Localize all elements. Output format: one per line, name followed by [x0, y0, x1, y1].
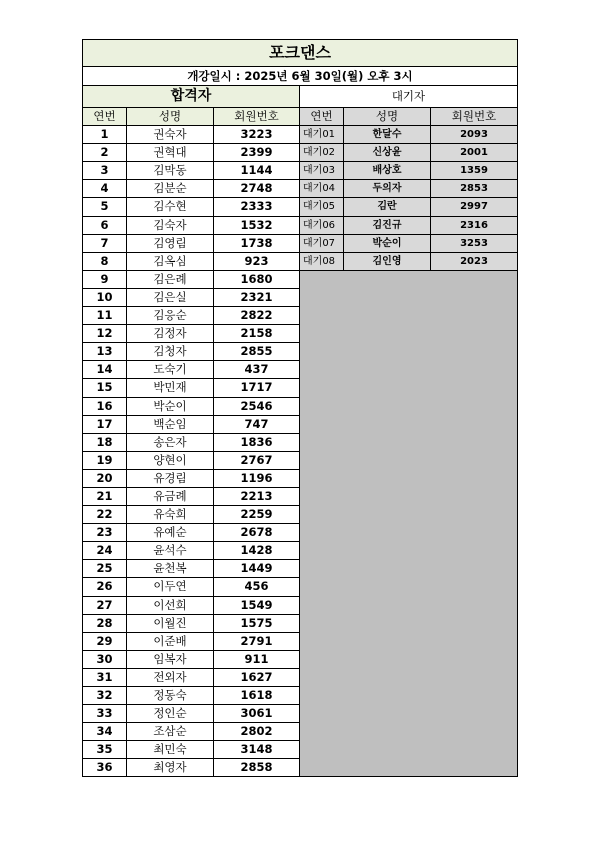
passed-name: 박순이	[127, 398, 214, 415]
waitlist-member-id: 2001	[431, 144, 517, 161]
passed-number: 28	[83, 615, 127, 632]
passed-number: 26	[83, 578, 127, 595]
passed-name: 이선희	[127, 597, 214, 614]
passed-number: 15	[83, 379, 127, 396]
passed-number: 20	[83, 470, 127, 487]
passed-row	[83, 578, 300, 596]
passed-number: 10	[83, 289, 127, 306]
passed-name: 양현이	[127, 452, 214, 469]
passed-member-id: 3223	[214, 126, 300, 143]
passed-number: 1	[83, 126, 127, 143]
passed-member-id: 1836	[214, 434, 300, 451]
passed-row	[83, 379, 300, 397]
passed-name: 윤석수	[127, 542, 214, 559]
passed-number: 16	[83, 398, 127, 415]
passed-name: 최영자	[127, 759, 214, 776]
passed-row	[83, 524, 300, 542]
passed-row	[83, 343, 300, 361]
passed-name: 임복자	[127, 651, 214, 668]
waitlist-number: 대기05	[300, 198, 344, 215]
passed-row	[83, 687, 300, 705]
passed-row	[83, 741, 300, 759]
passed-member-id: 1717	[214, 379, 300, 396]
waitlist-member-id: 2997	[431, 198, 517, 215]
passed-row	[83, 633, 300, 651]
passed-name: 김분순	[127, 180, 214, 197]
passed-number: 4	[83, 180, 127, 197]
passed-row	[83, 180, 300, 198]
passed-member-id: 437	[214, 361, 300, 378]
passed-row	[83, 506, 300, 524]
passed-member-id: 2748	[214, 180, 300, 197]
passed-member-id: 1532	[214, 217, 300, 234]
waitlist-name: 김진규	[344, 217, 431, 234]
passed-member-id: 747	[214, 416, 300, 433]
waitlist-heading: 대기자	[300, 86, 518, 108]
passed-row	[83, 669, 300, 687]
waitlist-row	[300, 217, 517, 235]
passed-member-id: 2399	[214, 144, 300, 161]
waitlist-col-member-id: 회원번호	[431, 108, 517, 125]
waitlist-member-id: 2093	[431, 126, 517, 143]
passed-number: 9	[83, 271, 127, 288]
passed-table	[82, 108, 300, 777]
passed-number: 11	[83, 307, 127, 324]
passed-name: 권혁대	[127, 144, 214, 161]
passed-member-id: 2678	[214, 524, 300, 541]
passed-name: 박민재	[127, 379, 214, 396]
waitlist-row	[300, 198, 517, 216]
passed-number: 19	[83, 452, 127, 469]
passed-number: 12	[83, 325, 127, 342]
waitlist-name: 신상윤	[344, 144, 431, 161]
passed-name: 정동숙	[127, 687, 214, 704]
passed-name: 유숙희	[127, 506, 214, 523]
passed-row	[83, 542, 300, 560]
waitlist-number: 대기03	[300, 162, 344, 179]
waitlist-name: 김인영	[344, 253, 431, 270]
passed-name: 이월진	[127, 615, 214, 632]
passed-number: 24	[83, 542, 127, 559]
passed-name: 윤천복	[127, 560, 214, 577]
passed-name: 권숙자	[127, 126, 214, 143]
passed-member-id: 1449	[214, 560, 300, 577]
passed-name: 김정자	[127, 325, 214, 342]
passed-member-id: 2333	[214, 198, 300, 215]
passed-name: 김옥심	[127, 253, 214, 270]
waitlist-row	[300, 253, 517, 271]
waitlist-number: 대기08	[300, 253, 344, 270]
passed-member-id: 923	[214, 253, 300, 270]
passed-header-row	[83, 108, 300, 126]
waitlist-number: 대기04	[300, 180, 344, 197]
waitlist-number: 대기02	[300, 144, 344, 161]
passed-number: 6	[83, 217, 127, 234]
waitlist-number: 대기01	[300, 126, 344, 143]
passed-member-id: 2158	[214, 325, 300, 342]
passed-member-id: 3148	[214, 741, 300, 758]
passed-row	[83, 307, 300, 325]
passed-member-id: 1144	[214, 162, 300, 179]
passed-member-id: 1196	[214, 470, 300, 487]
waitlist-row	[300, 126, 517, 144]
passed-col-name: 성명	[127, 108, 214, 125]
passed-row	[83, 597, 300, 615]
passed-name: 김은례	[127, 271, 214, 288]
passed-member-id: 2858	[214, 759, 300, 776]
passed-name: 전외자	[127, 669, 214, 686]
passed-number: 7	[83, 235, 127, 252]
waitlist-empty-area	[300, 271, 517, 778]
passed-member-id: 2546	[214, 398, 300, 415]
passed-name: 김응순	[127, 307, 214, 324]
passed-row	[83, 144, 300, 162]
passed-member-id: 911	[214, 651, 300, 668]
waitlist-row	[300, 162, 517, 180]
passed-member-id: 2791	[214, 633, 300, 650]
passed-member-id: 1738	[214, 235, 300, 252]
waitlist-header-row	[300, 108, 517, 126]
passed-number: 2	[83, 144, 127, 161]
passed-member-id: 2259	[214, 506, 300, 523]
passed-number: 3	[83, 162, 127, 179]
passed-name: 백순임	[127, 416, 214, 433]
passed-name: 송은자	[127, 434, 214, 451]
passed-row	[83, 759, 300, 777]
passed-number: 32	[83, 687, 127, 704]
passed-number: 5	[83, 198, 127, 215]
passed-number: 25	[83, 560, 127, 577]
passed-number: 13	[83, 343, 127, 360]
passed-heading: 합격자	[82, 86, 300, 108]
passed-number: 8	[83, 253, 127, 270]
passed-number: 34	[83, 723, 127, 740]
passed-number: 22	[83, 506, 127, 523]
passed-member-id: 1627	[214, 669, 300, 686]
passed-name: 이두연	[127, 578, 214, 595]
passed-number: 29	[83, 633, 127, 650]
passed-member-id: 1428	[214, 542, 300, 559]
passed-col-member-id: 회원번호	[214, 108, 300, 125]
passed-member-id: 1680	[214, 271, 300, 288]
passed-name: 도숙기	[127, 361, 214, 378]
passed-member-id: 2822	[214, 307, 300, 324]
waitlist-member-id: 1359	[431, 162, 517, 179]
passed-number: 21	[83, 488, 127, 505]
passed-row	[83, 470, 300, 488]
passed-member-id: 456	[214, 578, 300, 595]
passed-row	[83, 651, 300, 669]
passed-name: 김청자	[127, 343, 214, 360]
passed-member-id: 2802	[214, 723, 300, 740]
passed-number: 23	[83, 524, 127, 541]
waitlist-number: 대기06	[300, 217, 344, 234]
passed-number: 18	[83, 434, 127, 451]
passed-name: 유금례	[127, 488, 214, 505]
passed-row	[83, 198, 300, 216]
passed-row	[83, 398, 300, 416]
passed-name: 김은실	[127, 289, 214, 306]
passed-row	[83, 325, 300, 343]
waitlist-col-name: 성명	[344, 108, 431, 125]
passed-member-id: 1575	[214, 615, 300, 632]
passed-member-id: 1618	[214, 687, 300, 704]
waitlist-row	[300, 235, 517, 253]
schedule-subtitle: 개강일시 : 2025년 6월 30일(월) 오후 3시	[82, 67, 518, 86]
passed-member-id: 3061	[214, 705, 300, 722]
passed-row	[83, 416, 300, 434]
waitlist-table	[300, 108, 518, 777]
passed-name: 김영림	[127, 235, 214, 252]
waitlist-name: 배상호	[344, 162, 431, 179]
passed-row	[83, 560, 300, 578]
waitlist-member-id: 3253	[431, 235, 517, 252]
roster-sheet	[82, 39, 518, 777]
passed-row	[83, 615, 300, 633]
passed-row	[83, 705, 300, 723]
passed-member-id: 2767	[214, 452, 300, 469]
passed-name: 정인순	[127, 705, 214, 722]
passed-name: 유예순	[127, 524, 214, 541]
passed-number: 30	[83, 651, 127, 668]
passed-name: 김숙자	[127, 217, 214, 234]
waitlist-col-number: 연번	[300, 108, 344, 125]
passed-name: 김막동	[127, 162, 214, 179]
passed-name: 이준배	[127, 633, 214, 650]
passed-number: 14	[83, 361, 127, 378]
waitlist-member-id: 2023	[431, 253, 517, 270]
passed-number: 17	[83, 416, 127, 433]
passed-number: 31	[83, 669, 127, 686]
passed-row	[83, 162, 300, 180]
passed-name: 김수현	[127, 198, 214, 215]
passed-row	[83, 434, 300, 452]
passed-number: 33	[83, 705, 127, 722]
waitlist-name: 한달수	[344, 126, 431, 143]
passed-name: 조삼순	[127, 723, 214, 740]
waitlist-name: 김란	[344, 198, 431, 215]
passed-row	[83, 126, 300, 144]
passed-row	[83, 253, 300, 271]
passed-member-id: 2213	[214, 488, 300, 505]
passed-row	[83, 452, 300, 470]
passed-row	[83, 488, 300, 506]
passed-col-number: 연번	[83, 108, 127, 125]
passed-member-id: 2321	[214, 289, 300, 306]
passed-member-id: 2855	[214, 343, 300, 360]
passed-row	[83, 361, 300, 379]
passed-row	[83, 235, 300, 253]
passed-member-id: 1549	[214, 597, 300, 614]
waitlist-member-id: 2316	[431, 217, 517, 234]
waitlist-row	[300, 144, 517, 162]
passed-name: 유경림	[127, 470, 214, 487]
waitlist-name: 두의자	[344, 180, 431, 197]
waitlist-member-id: 2853	[431, 180, 517, 197]
waitlist-number: 대기07	[300, 235, 344, 252]
waitlist-row	[300, 180, 517, 198]
passed-row	[83, 271, 300, 289]
passed-name: 최민숙	[127, 741, 214, 758]
passed-number: 35	[83, 741, 127, 758]
passed-row	[83, 217, 300, 235]
page-title: 포크댄스	[82, 39, 518, 67]
passed-row	[83, 723, 300, 741]
waitlist-name: 박순이	[344, 235, 431, 252]
passed-row	[83, 289, 300, 307]
passed-number: 27	[83, 597, 127, 614]
passed-number: 36	[83, 759, 127, 776]
